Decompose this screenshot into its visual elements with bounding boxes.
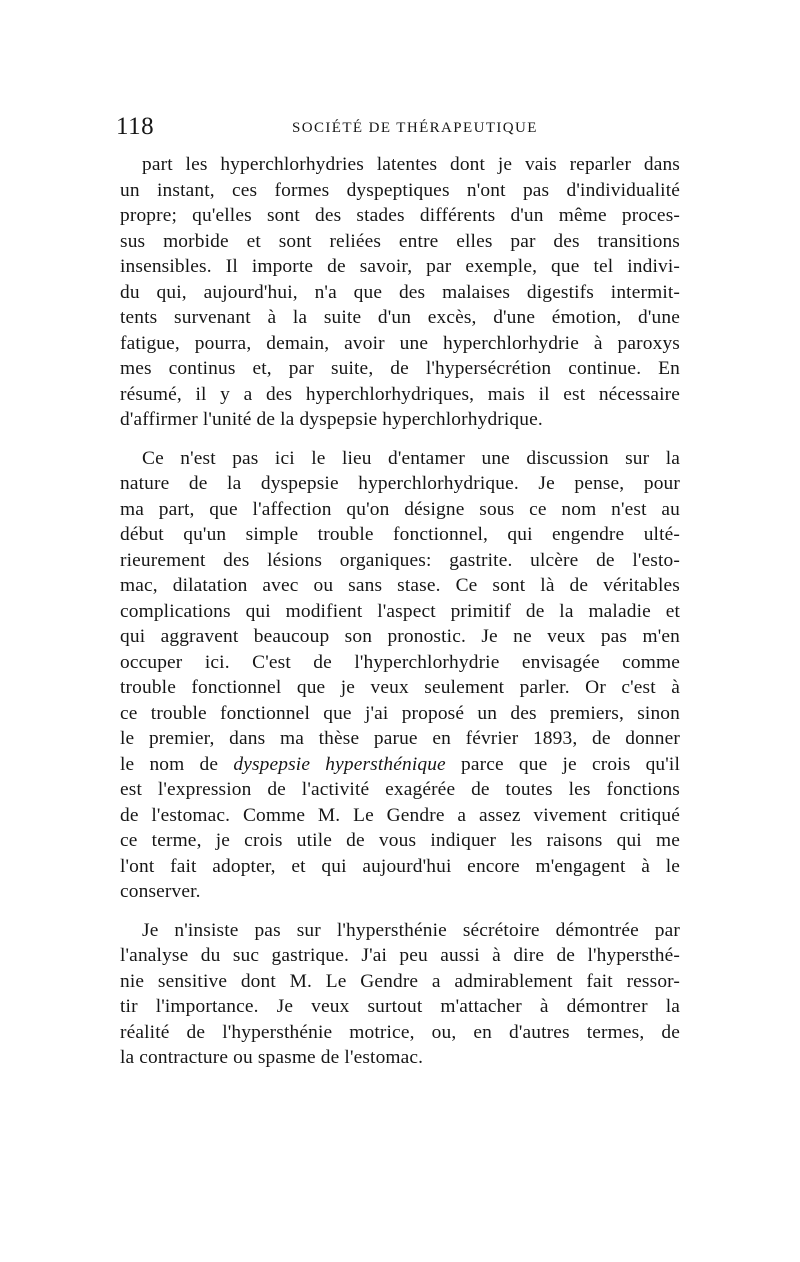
- text-line: rieurement des lésions organiques: gastrite. ulcère de l'esto-: [120, 549, 680, 571]
- text-line: Je n'insiste pas sur l'hypersthénie sécrétoire démontrée par: [142, 919, 680, 941]
- paragraph-gap: [120, 905, 680, 918]
- text-line: ce terme, je crois utile de vous indiquer les raisons qui me: [120, 830, 680, 851]
- paragraph-2: [120, 446, 680, 905]
- text-line: du qui, aujourd'hui, n'a que des malaises digestifs intermit-: [120, 281, 680, 303]
- text-line: le premier, dans ma thèse parue en février 1893, de donner: [120, 728, 680, 749]
- text-line: nature de la dyspepsie hyperchlorhydrique. Je pense, pour: [120, 473, 680, 494]
- text-line: ce trouble fonctionnel que j'ai proposé un des premiers, sinon: [120, 702, 680, 724]
- running-title: SOCIÉTÉ DE THÉRAPEUTIQUE: [292, 120, 538, 136]
- text-line: de l'estomac. Comme M. Le Gendre a assez vivement critiqué: [120, 804, 680, 826]
- text-line: ma part, que l'affection qu'on désigne sous ce nom n'est au: [120, 498, 680, 520]
- text-fragment: le nom de: [120, 753, 234, 775]
- text-line: l'analyse du suc gastrique. J'ai peu aussi à dire de l'hypersthé-: [120, 945, 680, 966]
- text-line: est l'expression de l'activité exagérée de toutes les fonctions: [120, 779, 680, 800]
- paragraph-gap: [120, 433, 680, 446]
- body-text: [120, 152, 680, 1071]
- page-number: 118: [116, 113, 155, 140]
- text-line: complications qui modifient l'aspect primitif de la maladie et: [120, 600, 680, 622]
- text-line: résumé, il y a des hyperchlorhydriques, mais il est nécessaire: [120, 383, 680, 405]
- text-fragment: parce que je crois qu'il: [445, 753, 680, 775]
- text-line: conserver.: [120, 881, 201, 902]
- text-line: d'affirmer l'unité de la dyspepsie hyperchlorhydrique.: [120, 409, 543, 430]
- paragraph-1: [120, 152, 680, 433]
- text-line: qui aggravent beaucoup son pronostic. Je ne veux pas m'en: [120, 626, 680, 647]
- page-header: [116, 112, 682, 142]
- text-line: trouble fonctionnel que je veux seulement parler. Or c'est à: [120, 677, 680, 698]
- text-line-with-emphasis: [120, 752, 680, 778]
- text-line: Ce n'est pas ici le lieu d'entamer une discussion sur la: [142, 447, 680, 469]
- text-line: la contracture ou spasme de l'estomac.: [120, 1047, 424, 1068]
- text-line: fatigue, pourra, demain, avoir une hyperchlorhydrie à paroxys: [120, 332, 680, 354]
- text-line: occuper ici. C'est de l'hyperchlorhydrie envisagée comme: [120, 651, 680, 673]
- text-line: mac, dilatation avec ou sans stase. Ce sont là de véritables: [120, 575, 680, 596]
- italic-term: dyspepsie hypersthénique: [233, 753, 446, 775]
- paragraph-3: [120, 918, 680, 1071]
- text-line: un instant, ces formes dyspeptiques n'ont pas d'individualité: [120, 179, 680, 201]
- text-line: propre; qu'elles sont des stades différents d'un même proces-: [120, 205, 680, 226]
- text-line: tir l'importance. Je veux surtout m'attacher à démontrer la: [120, 996, 680, 1017]
- text-line: l'ont fait adopter, et qui aujourd'hui encore m'engagent à le: [120, 855, 680, 877]
- text-line: part les hyperchlorhydries latentes dont je vais reparler dans: [142, 154, 680, 175]
- text-line: tents survenant à la suite d'un excès, d'une émotion, d'une: [120, 307, 680, 328]
- text-line: insensibles. Il importe de savoir, par exemple, que tel indivi-: [120, 256, 680, 277]
- text-line: début qu'un simple trouble fonctionnel, qui engendre ulté-: [120, 524, 680, 545]
- text-line: mes continus et, par suite, de l'hypersécrétion continue. En: [120, 358, 680, 379]
- text-line: nie sensitive dont M. Le Gendre a admirablement fait ressor-: [120, 970, 680, 992]
- text-line: réalité de l'hypersthénie motrice, ou, en d'autres termes, de: [120, 1021, 680, 1043]
- text-line: sus morbide et sont reliées entre elles par des transitions: [120, 230, 680, 252]
